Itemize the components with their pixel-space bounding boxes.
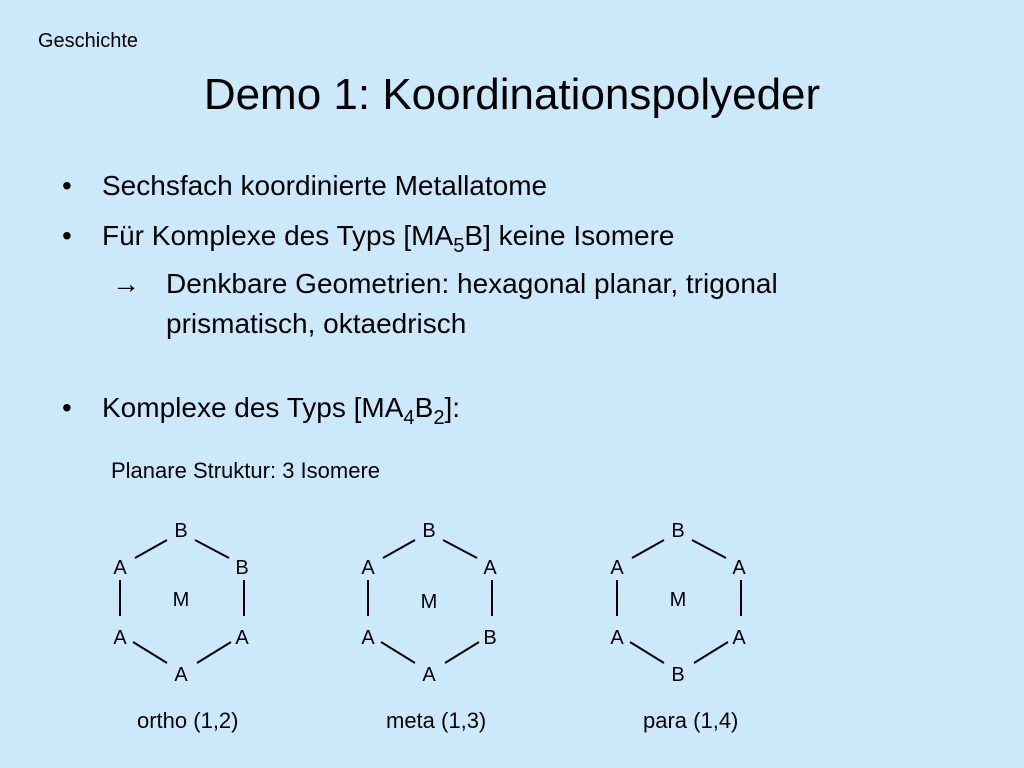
bullet-marker: •	[62, 392, 72, 423]
subscript: 5	[453, 235, 465, 258]
bullet-marker: •	[62, 170, 72, 201]
geometry-line-2: prismatisch, oktaedrisch	[166, 308, 467, 339]
isomer-para	[599, 518, 759, 688]
geometry-line-1: Denkbare Geometrien: hexagonal planar, trigonal	[166, 268, 778, 299]
isomer-label-meta: meta (1,3)	[386, 708, 487, 733]
isomer-ortho	[102, 518, 262, 688]
subscript: 2	[433, 407, 445, 430]
atom-center: M	[420, 591, 438, 613]
isomer-label-ortho: ortho (1,2)	[137, 708, 239, 733]
isomer-label-para: para (1,4)	[643, 708, 739, 733]
atom-top: B	[422, 520, 436, 542]
bullet-sechsfach: Sechsfach koordinierte Metallatome	[102, 170, 548, 201]
bullet-komplexe-ma5b	[102, 220, 675, 258]
bullet-komplexe-ma4b2	[102, 392, 461, 430]
atom-lower-left: A	[610, 627, 624, 649]
atom-lower-right: A	[235, 627, 249, 649]
atom-lower-left: A	[113, 627, 127, 649]
atom-upper-right: A	[732, 557, 746, 579]
atom-upper-left: A	[361, 557, 375, 579]
atom-lower-right: A	[732, 627, 746, 649]
atom-top: B	[174, 520, 188, 542]
atom-bottom: B	[671, 664, 685, 686]
bullet-text: Komplexe des Typs [MA	[102, 392, 404, 423]
bullet-marker: •	[62, 220, 72, 251]
atom-bottom: A	[174, 664, 188, 686]
atom-top: B	[671, 520, 685, 542]
bullet-text: B] keine Isomere	[464, 220, 675, 251]
planar-heading: Planare Struktur: 3 Isomere	[111, 458, 381, 483]
atom-upper-right: A	[483, 557, 497, 579]
bullet-text: B	[414, 392, 434, 423]
bullet-text: ]:	[444, 392, 461, 423]
slide-title: Demo 1: Koordinationspolyeder	[203, 70, 821, 119]
arrow-marker: →	[112, 268, 140, 299]
atom-lower-left: A	[361, 627, 375, 649]
atom-upper-right: B	[235, 557, 249, 579]
section-label: Geschichte	[38, 30, 139, 52]
atom-bottom: A	[422, 664, 436, 686]
atom-center: M	[172, 589, 190, 611]
atom-upper-left: A	[113, 557, 127, 579]
atom-center: M	[669, 589, 687, 611]
atom-upper-left: A	[610, 557, 624, 579]
atom-lower-right: B	[483, 627, 497, 649]
subscript: 4	[403, 407, 415, 430]
isomer-meta	[350, 518, 510, 688]
bullet-text: Für Komplexe des Typs [MA	[102, 220, 454, 251]
